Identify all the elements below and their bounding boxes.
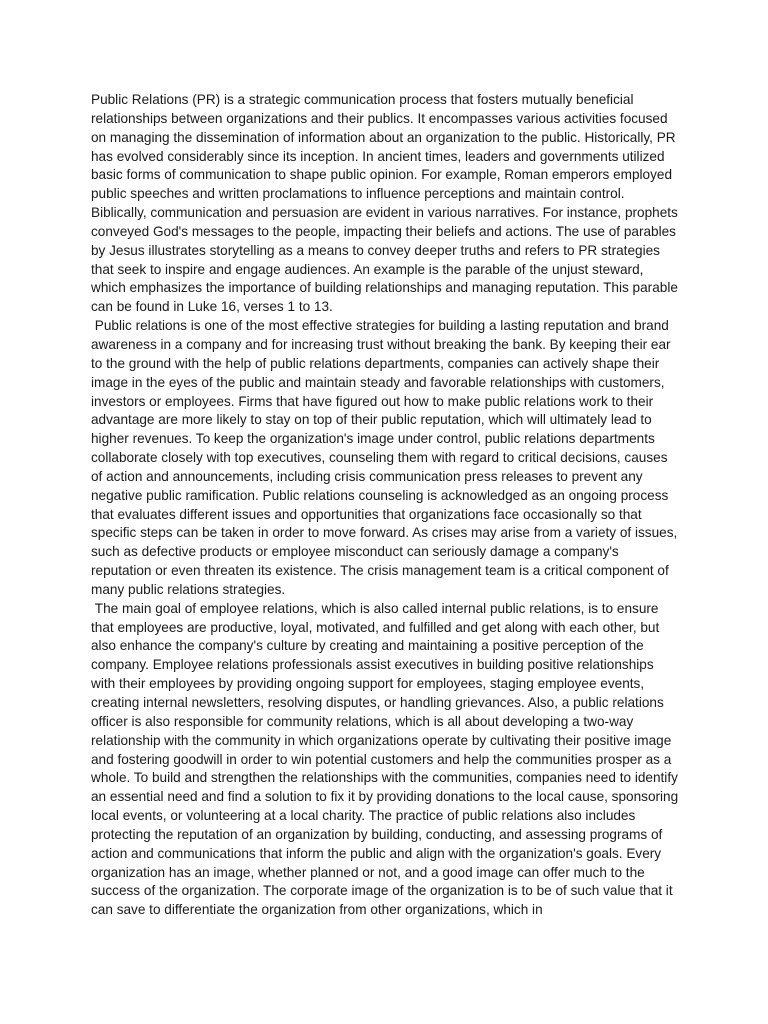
paragraph-pr-reputation: Public relations is one of the most effective strategies for building a lasting reputation and brand awareness in a company and for increasing trust without breaking the bank. By keeping their ear to the ground with the help of public relations departments, companies can actively shape their image in the eyes of the public and maintain steady and favorable relationships with customers, investors or employees. Firms that have figured out how to make public relations work to their advantage are more likely to stay on top of their public reputation, which will ultimately lead to higher revenues. To keep the organization's image under control, public relations departments collaborate closely with top executives, counseling them with regard to critical decisions, causes of action and announcements, including crisis communication press releases to prevent any negative public ramification. Public relations counseling is acknowledged as an ongoing process that evaluates different issues and opportunities that organizations face occasionally so that specific steps can be taken in order to move forward. As crises may arise from a variety of issues, such as defective products or employee misconduct can seriously damage a company's reputation or even threaten its existence. The crisis management team is a critical component of many public relations strategies. (91, 318, 678, 597)
paragraph-pr-history: Public Relations (PR) is a strategic communication process that fosters mutually beneficial relationships between organizations and their publics. It encompasses various activities focused on managing the dissemination of information about an organization to the public. Historically, PR has evolved considerably since its inception. In ancient times, leaders and governments utilized basic forms of communication to shape public opinion. For example, Roman emperors employed public speeches and written proclamations to influence perceptions and maintain control. Biblically, communication and persuasion are evident in various narratives. For instance, prophets conveyed God's messages to the people, impacting their beliefs and actions. The use of parables by Jesus illustrates storytelling as a means to convey deeper truths and refers to PR strategies that seek to inspire and engage audiences. An example is the parable of the unjust steward, which emphasizes the importance of building relationships and managing reputation. This parable can be found in Luke 16, verses 1 to 13. (91, 92, 678, 315)
paragraph-employee-relations: The main goal of employee relations, which is also called internal public relations, is to ensure that employees are productive, loyal, motivated, and fulfilled and get along with each other, but also enhance the company's culture by creating and maintaining a positive perception of the company. Employee relations professionals assist executives in building positive relationships with their employees by providing ongoing support for employees, staging employee events, creating internal newsletters, resolving disputes, or handling grievances. Also, a public relations officer is also responsible for community relations, which is all about developing a two-way relationship with the community in which organizations operate by cultivating their positive image and fostering goodwill in order to win potential customers and help the communities prosper as a whole. To build and strengthen the relationships with the communities, companies need to identify an essential need and find a solution to fix it by providing donations to the local cause, sponsoring local events, or volunteering at a local charity. The practice of public relations also includes protecting the reputation of an organization by building, conducting, and assessing programs of action and communications that inform the public and align with the organization's goals. Every organization has an image, whether planned or not, and a good image can offer much to the success of the organization. The corporate image of the organization is to be of such value that it can save to differentiate the organization from other organizations, which in (91, 600, 679, 918)
document-page (91, 91, 681, 920)
